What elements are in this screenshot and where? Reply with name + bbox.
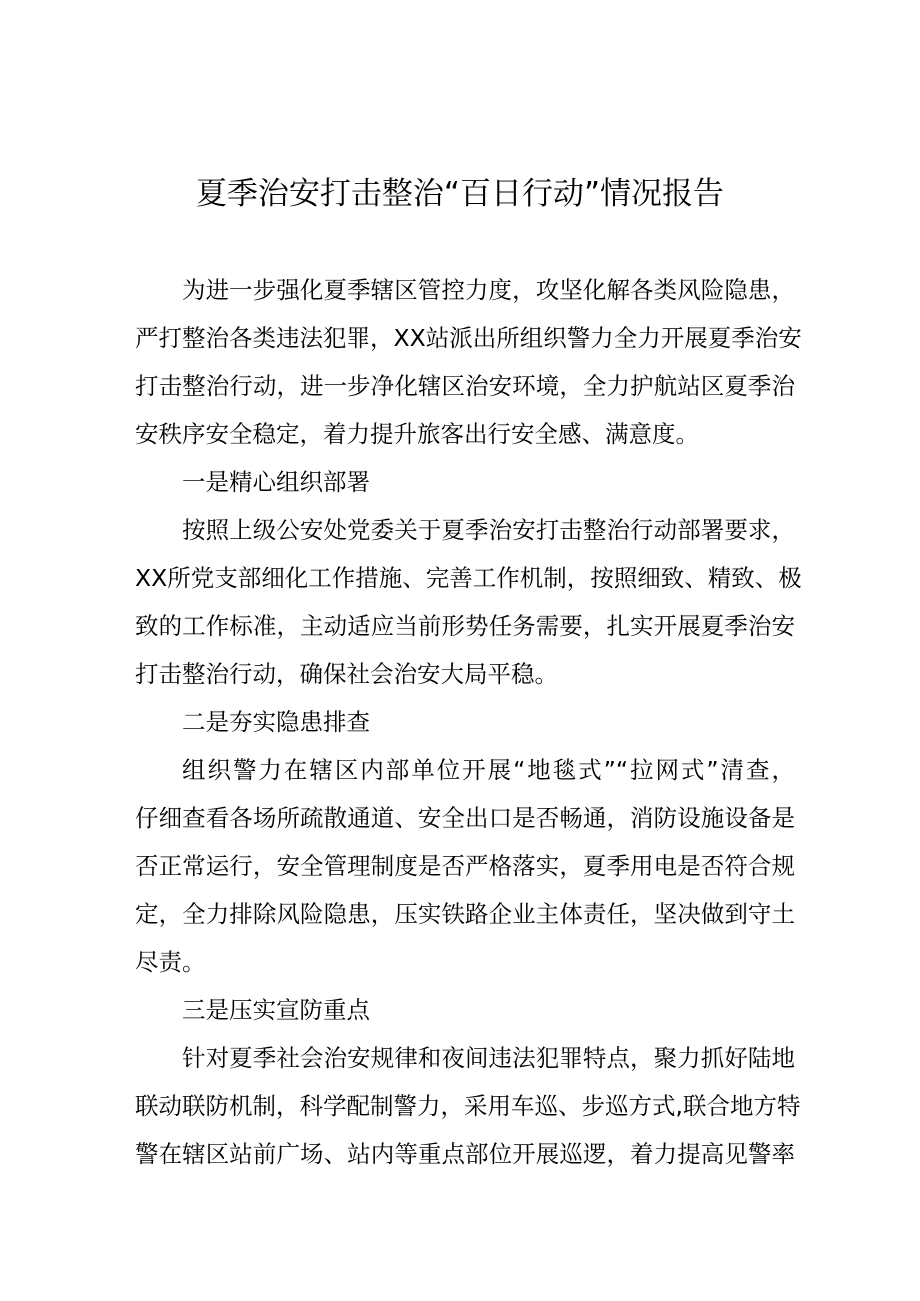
paragraph-2-line-2: XX所党支部细化工作措施、完善工作机制，按照细致、精致、极 xyxy=(135,564,802,592)
paragraph-1-line-1: 为进一步强化夏季辖区管控力度，攻坚化解各类风险隐患， xyxy=(182,276,795,304)
paragraph-3-line-3: 否正常运行，安全管理制度是否严格落实，夏季用电是否符合规 xyxy=(135,852,795,880)
paragraph-1-line-2: 严打整治各类违法犯罪，XX站派出所组织警力全力开展夏季治安 xyxy=(135,324,802,352)
paragraph-3-line-5: 尽责。 xyxy=(135,948,206,976)
section-heading-3: 三是压实宣防重点 xyxy=(182,996,370,1024)
paragraph-1-line-3: 打击整治行动，进一步净化辖区治安环境，全力护航站区夏季治 xyxy=(135,372,795,400)
section-heading-2: 二是夯实隐患排查 xyxy=(182,708,370,736)
document-body xyxy=(135,266,802,1178)
section-heading-1: 一是精心组织部署 xyxy=(182,468,370,496)
paragraph-2-line-3: 致的工作标准，主动适应当前形势任务需要，扎实开展夏季治安 xyxy=(135,612,795,640)
paragraph-2-line-1: 按照上级公安处党委关于夏季治安打击整治行动部署要求， xyxy=(182,516,795,544)
paragraph-4-line-3: 警在辖区站前广场、站内等重点部位开展巡逻，着力提高见警率 xyxy=(135,1140,795,1168)
paragraph-3-line-4: 定，全力排除风险隐患，压实铁路企业主体责任，坚决做到守土 xyxy=(135,900,795,928)
document-title: 夏季治安打击整治“百日行动”情况报告 xyxy=(195,176,725,212)
paragraph-1-line-4: 安秩序安全稳定，着力提升旅客出行安全感、满意度。 xyxy=(135,420,699,448)
paragraph-4-line-1: 针对夏季社会治安规律和夜间违法犯罪特点，聚力抓好陆地 xyxy=(182,1044,795,1072)
paragraph-2-line-4: 打击整治行动，确保社会治安大局平稳。 xyxy=(135,660,558,688)
paragraph-3-line-2: 仔细查看各场所疏散通道、安全出口是否畅通，消防设施设备是 xyxy=(135,804,795,832)
paragraph-3-line-1: 组织警力在辖区内部单位开展“地毯式”“拉网式”清查， xyxy=(182,756,795,784)
paragraph-4-line-2: 联动联防机制，科学配制警力，采用车巡、步巡方式,联合地方特 xyxy=(135,1092,801,1120)
